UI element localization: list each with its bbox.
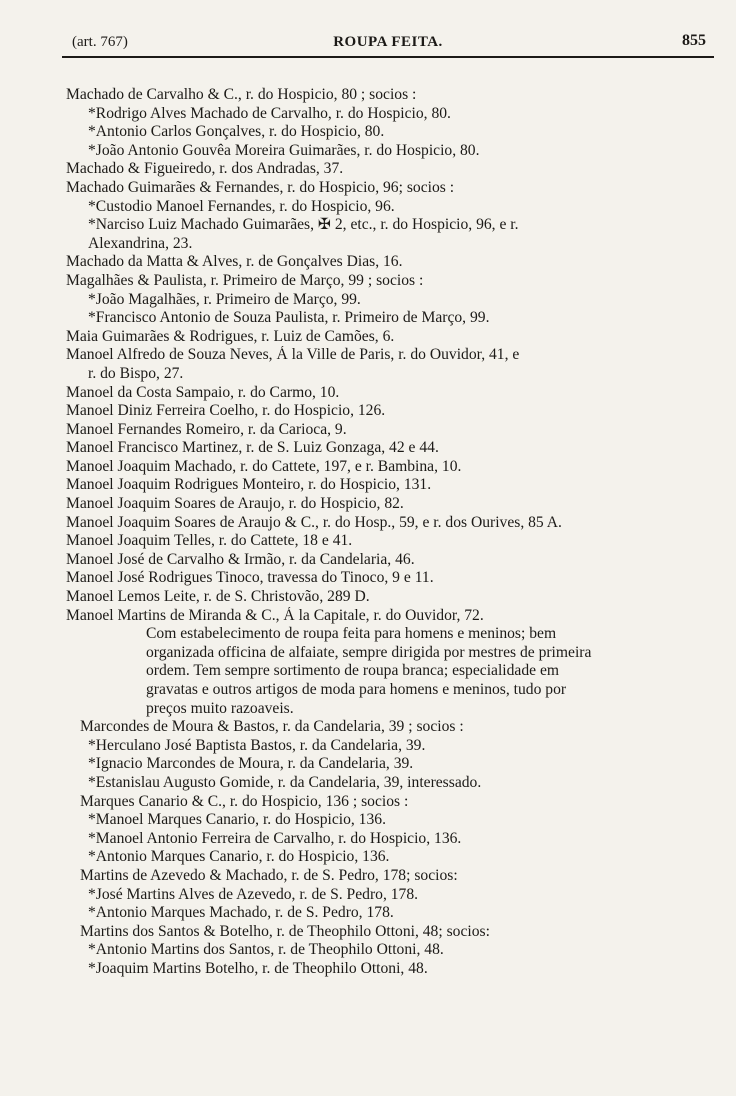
directory-line: *Rodrigo Alves Machado de Carvalho, r. do Hospicio, 80. bbox=[88, 104, 451, 122]
directory-line: *João Antonio Gouvêa Moreira Guimarães, r. do Hospicio, 80. bbox=[88, 141, 480, 159]
directory-line: r. do Bispo, 27. bbox=[88, 364, 184, 382]
directory-line: *Manoel Marques Canario, r. do Hospicio, 136. bbox=[88, 811, 386, 829]
section-title: ROUPA FEITA. bbox=[333, 34, 443, 50]
directory-line: Manoel Joaquim Machado, r. do Cattete, 197, e r. Bambina, 10. bbox=[66, 457, 462, 475]
directory-line: Machado Guimarães & Fernandes, r. do Hospicio, 96; socios : bbox=[66, 178, 455, 196]
directory-line: Martins dos Santos & Botelho, r. de Theophilo Ottoni, 48; socios: bbox=[80, 922, 490, 940]
directory-line: Manoel Joaquim Rodrigues Monteiro, r. do Hospicio, 131. bbox=[66, 476, 432, 494]
directory-line: Manoel Joaquim Soares de Araujo & C., r. do Hosp., 59, e r. dos Ourives, 85 A. bbox=[66, 513, 562, 531]
directory-line: organizada officina de alfaiate, sempre dirigida por mestres de primeira bbox=[146, 643, 592, 661]
directory-line: gravatas e outros artigos de moda para homens e meninos, tudo por bbox=[146, 681, 567, 698]
directory-line: *Estanislau Augusto Gomide, r. da Candelaria, 39, interessado. bbox=[88, 773, 482, 791]
directory-line: *Antonio Marques Canario, r. do Hospicio, 136. bbox=[88, 848, 390, 866]
directory-line: *Narciso Luiz Machado Guimarães, ✠ 2, etc., r. do Hospicio, 96, e r. bbox=[88, 216, 519, 234]
directory-line: Machado de Carvalho & C., r. do Hospicio, 80 ; socios : bbox=[66, 86, 417, 103]
directory-line: Com estabelecimento de roupa feita para homens e meninos; bem bbox=[146, 625, 557, 643]
directory-line: *Francisco Antonio de Souza Paulista, r. Primeiro de Março, 99. bbox=[88, 309, 490, 327]
directory-line: Manoel José de Carvalho & Irmão, r. da Candelaria, 46. bbox=[66, 550, 415, 568]
page-header bbox=[62, 30, 714, 58]
directory-line: Alexandrina, 23. bbox=[88, 234, 193, 252]
directory-line: *Antonio Carlos Gonçalves, r. do Hospicio, 80. bbox=[88, 123, 385, 141]
directory-line: *Joaquim Martins Botelho, r. de Theophilo Ottoni, 48. bbox=[88, 959, 428, 977]
directory-line: Martins de Azevedo & Machado, r. de S. Pedro, 178; socios: bbox=[80, 866, 458, 884]
directory-line: Manoel Alfredo de Souza Neves, Á la Ville de Paris, r. do Ouvidor, 41, e bbox=[66, 346, 520, 364]
directory-line: Manoel Joaquim Soares de Araujo, r. do Hospicio, 82. bbox=[66, 495, 404, 513]
directory-line: preços muito razoaveis. bbox=[146, 699, 294, 717]
directory-line: Maia Guimarães & Rodrigues, r. Luiz de Camões, 6. bbox=[66, 327, 395, 345]
directory-listing bbox=[0, 86, 736, 979]
directory-line: Manoel José Rodrigues Tinoco, travessa do Tinoco, 9 e 11. bbox=[66, 569, 434, 587]
directory-line: *João Magalhães, r. Primeiro de Março, 99. bbox=[88, 290, 361, 308]
directory-line: Manoel Lemos Leite, r. de S. Christovão, 289 D. bbox=[66, 588, 370, 606]
directory-line: *Antonio Marques Machado, r. de S. Pedro, 178. bbox=[88, 904, 394, 922]
directory-line: *Herculano José Baptista Bastos, r. da Candelaria, 39. bbox=[88, 736, 426, 754]
directory-line: ordem. Tem sempre sortimento de roupa branca; especialidade em bbox=[146, 662, 559, 680]
directory-line: Marcondes de Moura & Bastos, r. da Candelaria, 39 ; socios : bbox=[80, 718, 464, 736]
directory-line: *Custodio Manoel Fernandes, r. do Hospicio, 96. bbox=[88, 197, 395, 215]
directory-line: Marques Canario & C., r. do Hospicio, 136 ; socios : bbox=[80, 792, 409, 810]
directory-line: *Manoel Antonio Ferreira de Carvalho, r. do Hospicio, 136. bbox=[88, 829, 462, 847]
directory-line: Manoel da Costa Sampaio, r. do Carmo, 10. bbox=[66, 383, 340, 401]
directory-line: Manoel Diniz Ferreira Coelho, r. do Hospicio, 126. bbox=[66, 402, 386, 420]
article-reference: (art. 767) bbox=[72, 34, 128, 50]
directory-line: Machado & Figueiredo, r. dos Andradas, 37. bbox=[66, 160, 344, 178]
directory-line: Manoel Francisco Martinez, r. de S. Luiz Gonzaga, 42 e 44. bbox=[66, 439, 439, 457]
directory-line: Manoel Martins de Miranda & C., Á la Capitale, r. do Ouvidor, 72. bbox=[66, 606, 484, 624]
directory-line: Machado da Matta & Alves, r. de Gonçalves Dias, 16. bbox=[66, 253, 403, 271]
directory-line: *Antonio Martins dos Santos, r. de Theophilo Ottoni, 48. bbox=[88, 941, 444, 959]
page-number: 855 bbox=[682, 32, 706, 49]
directory-line: Magalhães & Paulista, r. Primeiro de Março, 99 ; socios : bbox=[66, 271, 424, 289]
directory-line: *José Martins Alves de Azevedo, r. de S. Pedro, 178. bbox=[88, 885, 419, 903]
directory-line: Manoel Fernandes Romeiro, r. da Carioca, 9. bbox=[66, 420, 347, 438]
directory-line: *Ignacio Marcondes de Moura, r. da Candelaria, 39. bbox=[88, 755, 414, 773]
directory-line: Manoel Joaquim Telles, r. do Cattete, 18 e 41. bbox=[66, 532, 353, 550]
